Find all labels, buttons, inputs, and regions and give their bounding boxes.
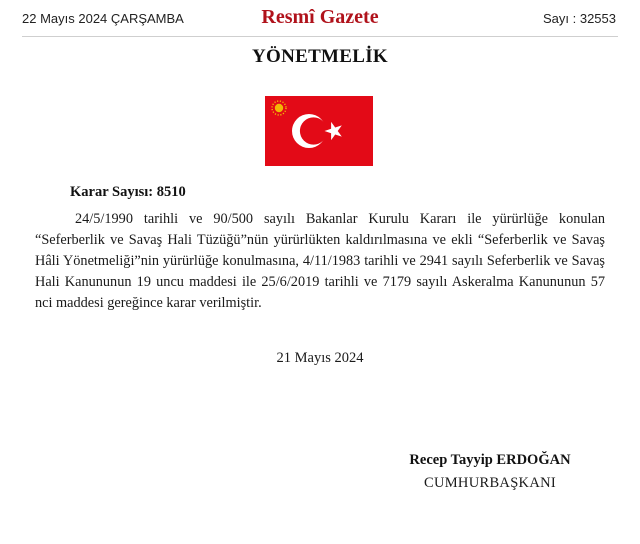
gazette-header	[0, 0, 640, 36]
section-title: YÖNETMELİK	[251, 46, 389, 67]
signer-name: Recep Tayyip ERDOĞAN	[409, 452, 571, 468]
decision-number: Karar Sayısı: 8510	[70, 184, 186, 200]
issue-number: Sayı : 32553	[543, 11, 616, 26]
signed-date: 21 Mayıs 2024	[276, 350, 364, 366]
gazette-title: Resmî Gazete	[261, 6, 379, 28]
publication-date: 22 Mayıs 2024 ÇARŞAMBA	[22, 11, 184, 26]
turkish-flag-icon	[265, 96, 373, 166]
signer-title: CUMHURBAŞKANI	[424, 475, 556, 491]
header-divider	[22, 36, 618, 37]
decision-body: 24/5/1990 tarihli ve 90/500 sayılı Bakanlar Kurulu Kararı ile yürürlüğe konulan “Seferberlik ve Savaş Hali Tüzüğü”nün yürürlükten kaldırılmasına ve ekli “Seferberlik ve Savaş Hâli Yönetmeliği”nin yürürlüğe konulmasına, 4/11/1983 tarihli ve 2941 sayılı Seferberlik ve Savaş Hali Kanununun 19 uncu maddesi ile 25/6/2019 tarihli ve 7179 sayılı Askeralma Kanununun 57 nci maddesi gereğince karar verilmiştir.	[35, 211, 605, 311]
